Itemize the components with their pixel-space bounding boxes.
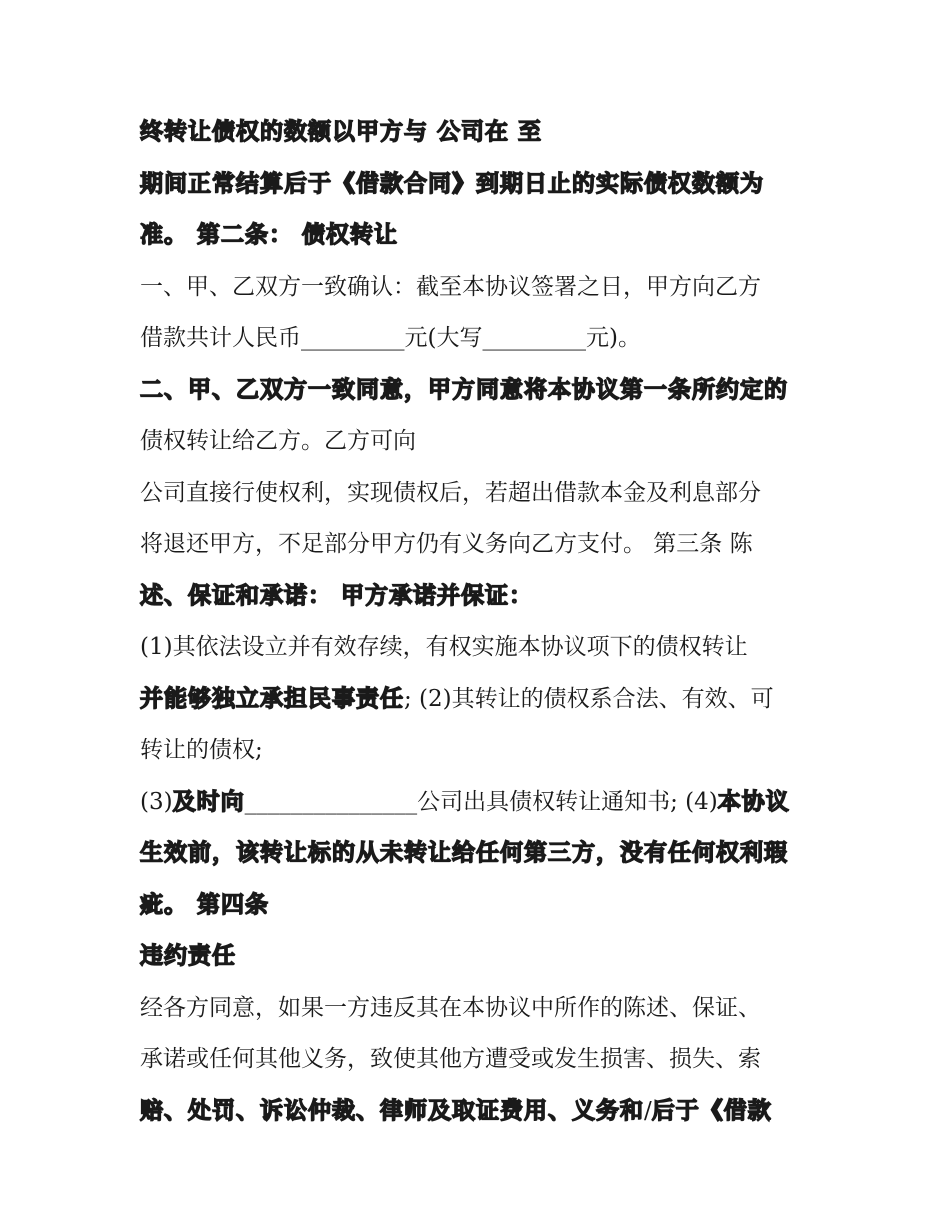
- text-run: 承诺或任何其他义务，致使其他方遭受或发生损害、损失、索: [140, 1046, 761, 1072]
- text-run: /: [644, 1097, 652, 1124]
- text-line: [140, 215, 830, 255]
- styled-text-run: 违约责任: [140, 943, 236, 969]
- text-line: [140, 730, 830, 770]
- styled-text-run: 及时向: [172, 788, 245, 815]
- text-run: 一、甲、乙双方一致确认：截至本协议签署之日，甲方向乙方: [140, 273, 761, 300]
- styled-text-run: 后于《借款: [651, 1097, 772, 1124]
- text-run: 借款共计人民币_________元(大写_________元)。: [140, 325, 641, 351]
- text-line: [140, 1091, 830, 1131]
- styled-text-run: 二、甲、乙双方一致同意，甲方同意将本协议第一条所约定的: [140, 376, 788, 403]
- text-line: [140, 267, 830, 307]
- text-line: [140, 473, 830, 513]
- text-run: 债权转让给乙方。乙方可向: [140, 428, 416, 454]
- text-line: [140, 988, 830, 1028]
- styled-text-run: 本协议: [717, 788, 790, 815]
- text-line: [140, 627, 830, 667]
- text-run: 公司直接行使权利，实现债权后，若超出借款本金及利息部分: [140, 479, 761, 506]
- text-run: 将退还甲方，不足部分甲方仍有义务向乙方支付。 第三条 陈: [140, 531, 753, 557]
- text-run: 转让的债权;: [140, 737, 263, 763]
- text-line: [140, 576, 830, 616]
- text-run: 经各方同意，如果一方违反其在本协议中所作的陈述、保证、: [140, 994, 761, 1021]
- text-line: [140, 885, 830, 925]
- styled-text-run: 期间正常结算后于《借款合同》到期日止的实际债权数额为: [140, 170, 764, 197]
- text-line: [140, 936, 830, 976]
- text-run: ; (2)其转让的债权系合法、有效、可: [404, 685, 774, 712]
- text-line: [140, 524, 830, 564]
- styled-text-run: 准。 第二条： 债权转让: [140, 222, 399, 248]
- text-line: [140, 679, 830, 719]
- styled-text-run: 疵。 第四条: [140, 891, 270, 918]
- text-line: [140, 370, 830, 410]
- text-line: [140, 782, 830, 822]
- text-run: _______________公司出具债权转让通知书; (4): [244, 788, 718, 815]
- text-line: [140, 421, 830, 461]
- text-line: [140, 112, 830, 152]
- text-run: (1)其依法设立并有效存续，有权实施本协议项下的债权转让: [140, 634, 748, 660]
- text-line: [140, 318, 830, 358]
- styled-text-run: 并能够独立承担民事责任: [140, 685, 404, 712]
- styled-text-run: 生效前，该转让标的从未转让给任何第三方，没有任何权利瑕: [140, 840, 788, 866]
- styled-text-run: 述、保证和承诺： 甲方承诺并保证：: [140, 582, 534, 609]
- text-line: [140, 1039, 830, 1079]
- styled-text-run: 终转让债权的数额以甲方与 公司在 至: [140, 119, 543, 145]
- text-run: (3): [140, 788, 173, 815]
- text-line: [140, 833, 830, 873]
- styled-text-run: 赔、处罚、诉讼仲裁、律师及取证费用、义务和: [140, 1097, 644, 1124]
- text-line: [140, 164, 830, 204]
